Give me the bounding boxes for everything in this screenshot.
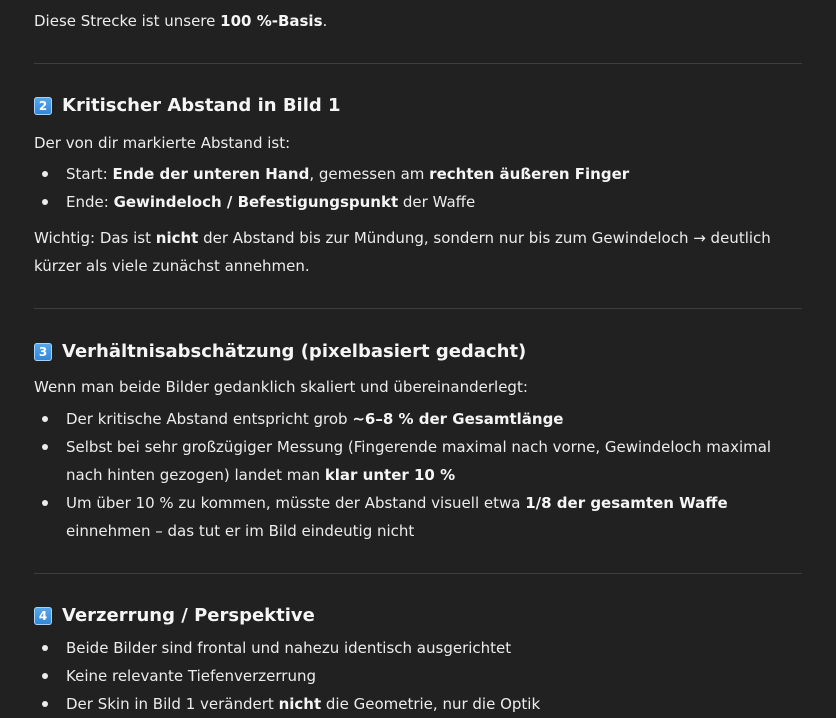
list-item: Keine relevante Tiefenverzerrung — [34, 662, 802, 690]
list-item: Um über 10 % zu kommen, müsste der Abstand visuell etwa 1/8 der gesamten Waffe einnehmen – das tut er im Bild eindeutig nicht — [34, 489, 802, 545]
section-2-lead: Der von dir markierte Abstand ist: — [34, 134, 291, 152]
section-2-note: Wichtig: Das ist nicht der Abstand bis zur Mündung, sondern nur bis zum Gewindeloch → deutlich kürzer als viele zunächst annehmen. — [34, 229, 771, 275]
divider — [34, 63, 802, 64]
intro-paragraph — [34, 7, 327, 35]
intro-bold: 100 %-Basis — [220, 12, 323, 30]
section-3-title: Verhältnisabschätzung (pixelbasiert gedacht) — [62, 341, 527, 362]
keycap-4-icon: 4 — [34, 607, 52, 625]
list-item: Ende: Gewindeloch / Befestigungspunkt der Waffe — [34, 188, 802, 216]
section-3-heading — [34, 339, 526, 365]
section-2-list — [34, 160, 802, 216]
list-item: Start: Ende der unteren Hand, gemessen am rechten äußeren Finger — [34, 160, 802, 188]
divider — [34, 308, 802, 309]
list-item: Der kritische Abstand entspricht grob ~6–8 % der Gesamtlänge — [34, 405, 802, 433]
list-item: Der Skin in Bild 1 verändert nicht die Geometrie, nur die Optik — [34, 690, 802, 718]
keycap-2-icon: 2 — [34, 97, 52, 115]
list-item: Beide Bilder sind frontal und nahezu identisch ausgerichtet — [34, 634, 802, 662]
intro-end: . — [322, 12, 328, 30]
section-3-lead: Wenn man beide Bilder gedanklich skaliert und übereinanderlegt: — [34, 378, 528, 396]
intro-text: Diese Strecke ist unsere — [34, 12, 221, 30]
section-2-heading — [34, 93, 341, 119]
section-4-list — [34, 634, 802, 718]
keycap-3-icon: 3 — [34, 343, 52, 361]
list-item: Selbst bei sehr großzügiger Messung (Fingerende maximal nach vorne, Gewindeloch maximal nach hinten gezogen) landet man klar unter 10 % — [34, 433, 802, 489]
divider — [34, 573, 802, 574]
section-4-heading — [34, 603, 315, 629]
section-2-title: Kritischer Abstand in Bild 1 — [62, 95, 341, 116]
section-3-list — [34, 405, 802, 545]
section-4-title: Verzerrung / Perspektive — [62, 605, 315, 626]
